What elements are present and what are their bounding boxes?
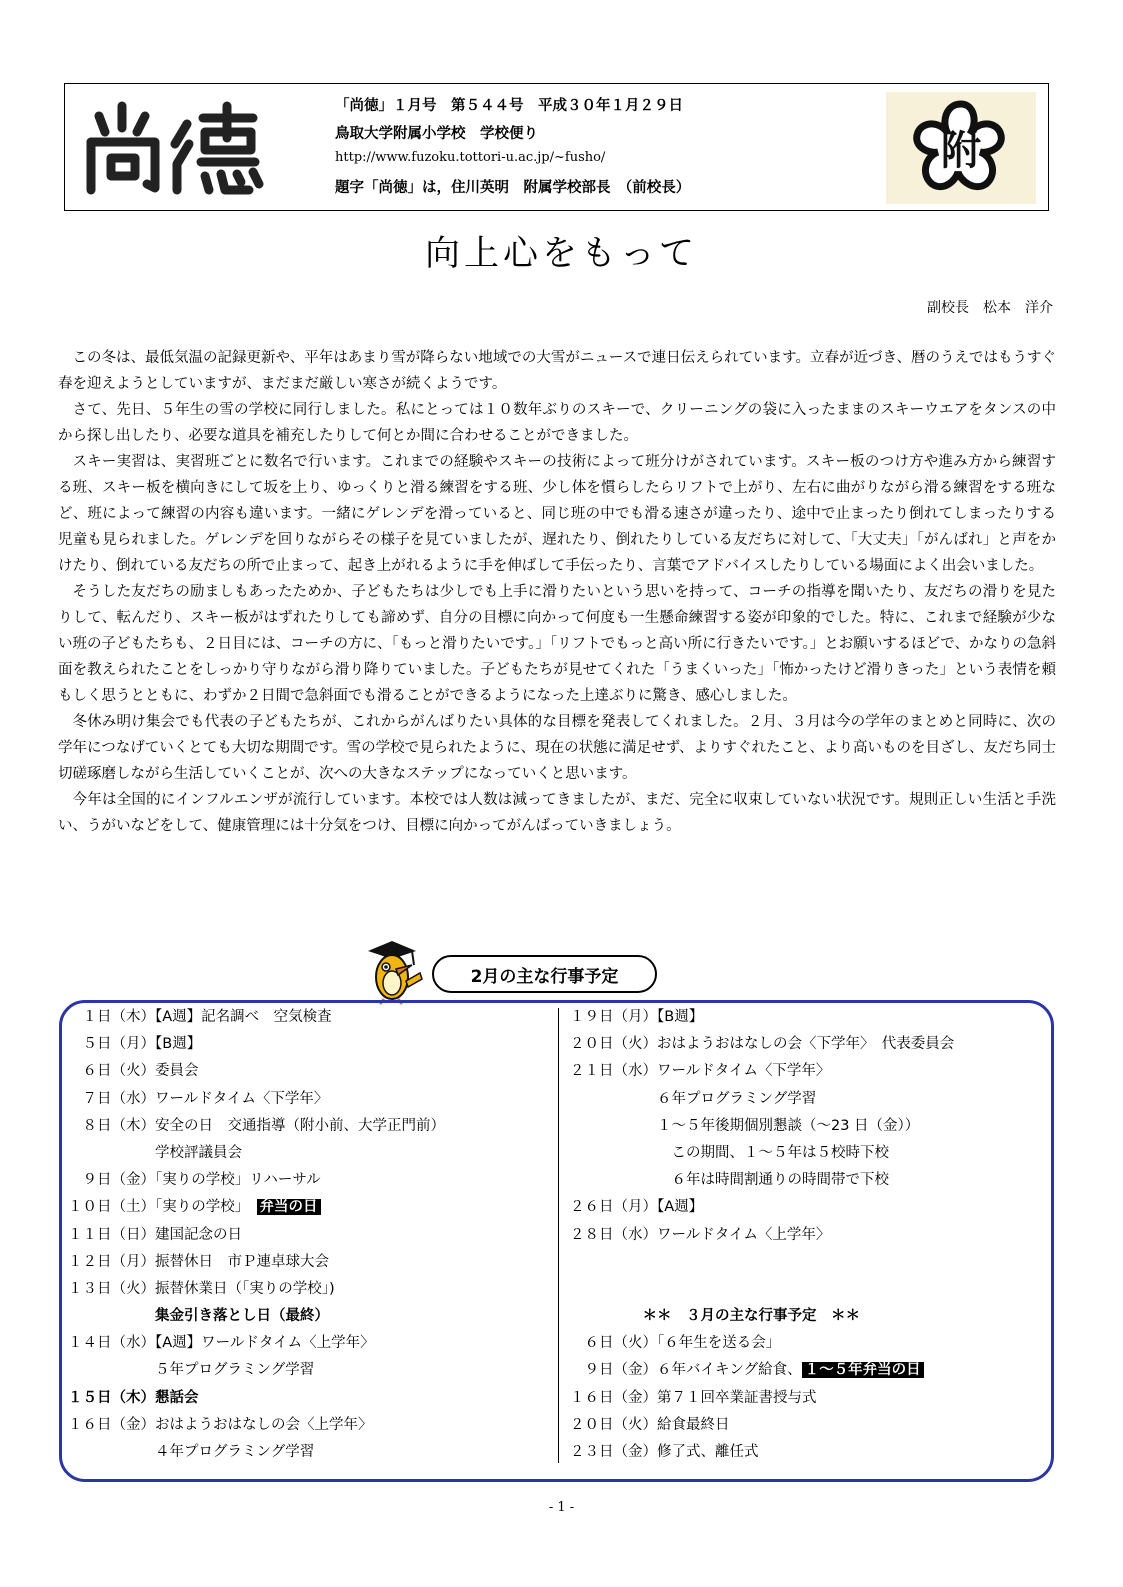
school-name: 鳥取大学附属小学校 学校便り: [335, 126, 538, 142]
schedule-text: ＊＊ ３月の主な行事予定 ＊＊: [570, 1308, 860, 1325]
schedule-row: [570, 1439, 1050, 1466]
schedule-text: ６日（火）「６年生を送る会」: [570, 1335, 781, 1352]
graduate-bird-mascot-icon: [362, 937, 426, 1005]
school-crest: [886, 92, 1036, 204]
schedule-row: [570, 1412, 1050, 1439]
schedule-row: [68, 1412, 558, 1439]
article-title: 向上心をもって: [424, 234, 698, 274]
schedule-divider: [558, 1008, 559, 1463]
schedule-text: １１日（日）建国記念の日: [68, 1226, 242, 1243]
schedule-text: ２０日（火）給食最終日: [570, 1416, 730, 1433]
february-schedule-left: [68, 1004, 558, 1466]
schedule-text: ６年は時間割通りの時間帯で下校: [570, 1172, 889, 1189]
schedule-row: [570, 1194, 1050, 1221]
schedule-row: [570, 1086, 1050, 1113]
schedule-row: [570, 1357, 1050, 1384]
schedule-row: [570, 1303, 1050, 1330]
schedule-text: １日（木）【A週】記名調べ 空気検査: [68, 1009, 332, 1025]
schedule-row: [68, 1330, 558, 1357]
schedule-text: １９日（月）【B週】: [570, 1009, 704, 1025]
schedule-row: [570, 1058, 1050, 1085]
schedule-text: ７日（水）ワールドタイム〈下学年〉: [68, 1090, 329, 1107]
schedule-text: １５日（木）懇話会: [68, 1389, 199, 1406]
calligraphy-credit: 題字「尚徳」は，住川英明 附属学校部長 （前校長）: [335, 180, 691, 196]
schedule-text: １４日（水）【A週】ワールドタイム〈上学年〉: [68, 1335, 375, 1352]
schedule-row: [68, 1357, 558, 1384]
article-author: 副校長 松本 洋介: [927, 300, 1053, 316]
schedule-row: [68, 1222, 558, 1249]
schedule-text: １２日（月）振替休日 市Ｐ連卓球大会: [68, 1253, 329, 1270]
schedule-text: ９日（金）６年バイキング給食、: [570, 1362, 802, 1379]
highlight-label: 弁当の日: [257, 1199, 321, 1215]
schedule-row: [570, 1330, 1050, 1357]
schedule-row: [570, 1276, 1050, 1303]
schedule-row: [68, 1004, 558, 1031]
schedule-text: １～５年後期個別懇談（～23 日（金））: [570, 1117, 920, 1134]
schedule-text: この期間、１～５年は５校時下校: [570, 1144, 889, 1161]
school-url: http://www.fuzoku.tottori-u.ac.jp/~fusho/: [335, 150, 606, 165]
schedule-text: ２３日（金）修了式、離任式: [570, 1444, 759, 1460]
sakura-crest-icon: [886, 92, 1036, 204]
schedule-row: [68, 1439, 558, 1466]
schedule-row: [68, 1058, 558, 1085]
february-schedule-right: [570, 1004, 1050, 1466]
schedule-text: ８日（木）安全の日 交通指導（附小前、大学正門前）: [68, 1117, 445, 1134]
shotoku-calligraphy-logo: [77, 98, 267, 198]
schedule-text: ２１日（水）ワールドタイム〈下学年〉: [570, 1063, 831, 1080]
schedule-row: [570, 1222, 1050, 1249]
schedule-text: ４年プログラミング学習: [68, 1444, 315, 1460]
schedule-row: [570, 1004, 1050, 1031]
schedule-row: [570, 1167, 1050, 1194]
article-body: [58, 345, 1056, 839]
paragraph: そうした友だちの励ましもあったためか、子どもたちは少しでも上手に滑りたいという思いを持って、コーチの指導を聞いたり、友だちの滑りを見たりして、転んだり、スキー板がはずれたりしても諦めず、自分の目標に向かって何度も一生懸命練習する姿が印象的でした。特に、これまで経験が少ない班の子どもたちも、２日目には、コーチの方に、「もっと滑りたいです。」「リフトでもっと高い所に行きたいです。」とお願いするほどで、かなりの急斜面を教えられたことをしっかり守りながら滑り降りていました。子どもたちが見せてくれた「うまくいった」「怖かったけど滑りきった」という表情を頼もしく思うとともに、わずか２日間で急斜面でも滑ることができるようになった上達ぶりに驚き、感心しました。: [58, 584, 1056, 704]
schedule-text: ５年プログラミング学習: [68, 1362, 315, 1379]
schedule-text: ９日（金）「実りの学校」リハーサル: [68, 1172, 321, 1189]
schedule-text: １６日（金）第７１回卒業証書授与式: [570, 1389, 817, 1406]
schedule-row: [68, 1140, 558, 1167]
schedule-row: [570, 1140, 1050, 1167]
schedule-row: [68, 1086, 558, 1113]
newsletter-header: [64, 83, 1049, 211]
schedule-heading: 2月の主な行事予定: [432, 955, 657, 993]
schedule-row: [68, 1031, 558, 1058]
schedule-row: [68, 1385, 558, 1412]
schedule-text: ２６日（月）【A週】: [570, 1199, 704, 1216]
highlight-label: １～５年弁当の日: [802, 1362, 924, 1378]
schedule-text: ２０日（火）おはようおはなしの会〈下学年〉 代表委員会: [570, 1036, 955, 1053]
schedule-text: 学校評議員会: [68, 1144, 242, 1161]
schedule-text: １０日（土）「実りの学校」: [68, 1199, 257, 1216]
schedule-row: [570, 1385, 1050, 1412]
schedule-row: [570, 1113, 1050, 1140]
schedule-text: ６日（火）委員会: [68, 1063, 199, 1080]
schedule-text: ２８日（水）ワールドタイム〈上学年〉: [570, 1226, 831, 1243]
schedule-row: [68, 1276, 558, 1303]
schedule-row: [570, 1031, 1050, 1058]
crest-character: 附: [941, 127, 981, 174]
schedule-row: [68, 1194, 558, 1221]
schedule-text: ５日（月）【B週】: [68, 1036, 202, 1053]
paragraph: スキー実習は、実習班ごとに数名で行います。これまでの経験やスキーの技術によって班分けがされています。スキー板のつけ方や進み方から練習する班、スキー板を横向きにして坂を上り、ゆっくりと滑る練習をする班、少し体を慣らしたらリフトで上がり、左右に曲がりながら滑る練習をする班など、班によって練習の内容も違います。一緒にゲレンデを滑っていると、同じ班の中でも滑る速さが違ったり、途中で止まったり倒れてしまったりする児童も見られました。ゲレンデを回りながらその様子を見ていましたが、遅れたり、倒れたりしている友だちに対して、「大丈夫」「がんばれ」と声をかけたり、倒れている友だちの所で止まって、起き上がれるように手を伸ばして手伝ったり、言葉でアドバイスしたりしている場面によく出会いました。: [58, 454, 1056, 574]
schedule-row: [68, 1249, 558, 1276]
paragraph: さて、先日、５年生の雪の学校に同行しました。私にとっては１０数年ぶりのスキーで、クリーニングの袋に入ったままのスキーウエアをタンスの中から探し出したり、必要な道具を補充したりして何とか間に合わせることができました。: [58, 402, 1056, 444]
schedule-row: [570, 1249, 1050, 1276]
paragraph: 冬休み明け集会でも代表の子どもたちが、これからがんばりたい具体的な目標を発表してくれました。２月、３月は今の学年のまとめと同時に、次の学年につなげていくとても大切な期間です。雪の学校で見られたように、現在の状態に満足せず、よりすぐれたこと、より高いものを目ざし、友だち同士切磋琢磨しながら生活していくことが、次への大きなステップになっていくと思います。: [58, 714, 1056, 782]
schedule-text: １３日（火）振替休業日（「実りの学校」): [68, 1280, 335, 1297]
page-number: - 1 -: [548, 1500, 575, 1515]
paragraph: この冬は、最低気温の記録更新や、平年はあまり雪が降らない地域での大雪がニュースで連日伝えられています。立春が近づき、暦のうえではもうすぐ春を迎えようとしていますが、まだまだ厳しい寒さが続くようです。: [58, 350, 1056, 392]
schedule-text: ６年プログラミング学習: [570, 1090, 817, 1107]
schedule-row: [68, 1167, 558, 1194]
schedule-row: [68, 1303, 558, 1330]
schedule-text: 集金引き落とし日（最終）: [68, 1308, 329, 1325]
schedule-row: [68, 1113, 558, 1140]
paragraph: 今年は全国的にインフルエンザが流行しています。本校では人数は減ってきましたが、まだ、完全に収束していない状況です。規則正しい生活と手洗い、うがいなどをして、健康管理には十分気をつけ、目標に向かってがんばっていきましょう。: [58, 792, 1056, 834]
issue-line: 「尚徳」１月号 第５４４号 平成３０年１月２９日: [335, 98, 683, 114]
schedule-text: １６日（金）おはようおはなしの会〈上学年〉: [68, 1416, 373, 1433]
